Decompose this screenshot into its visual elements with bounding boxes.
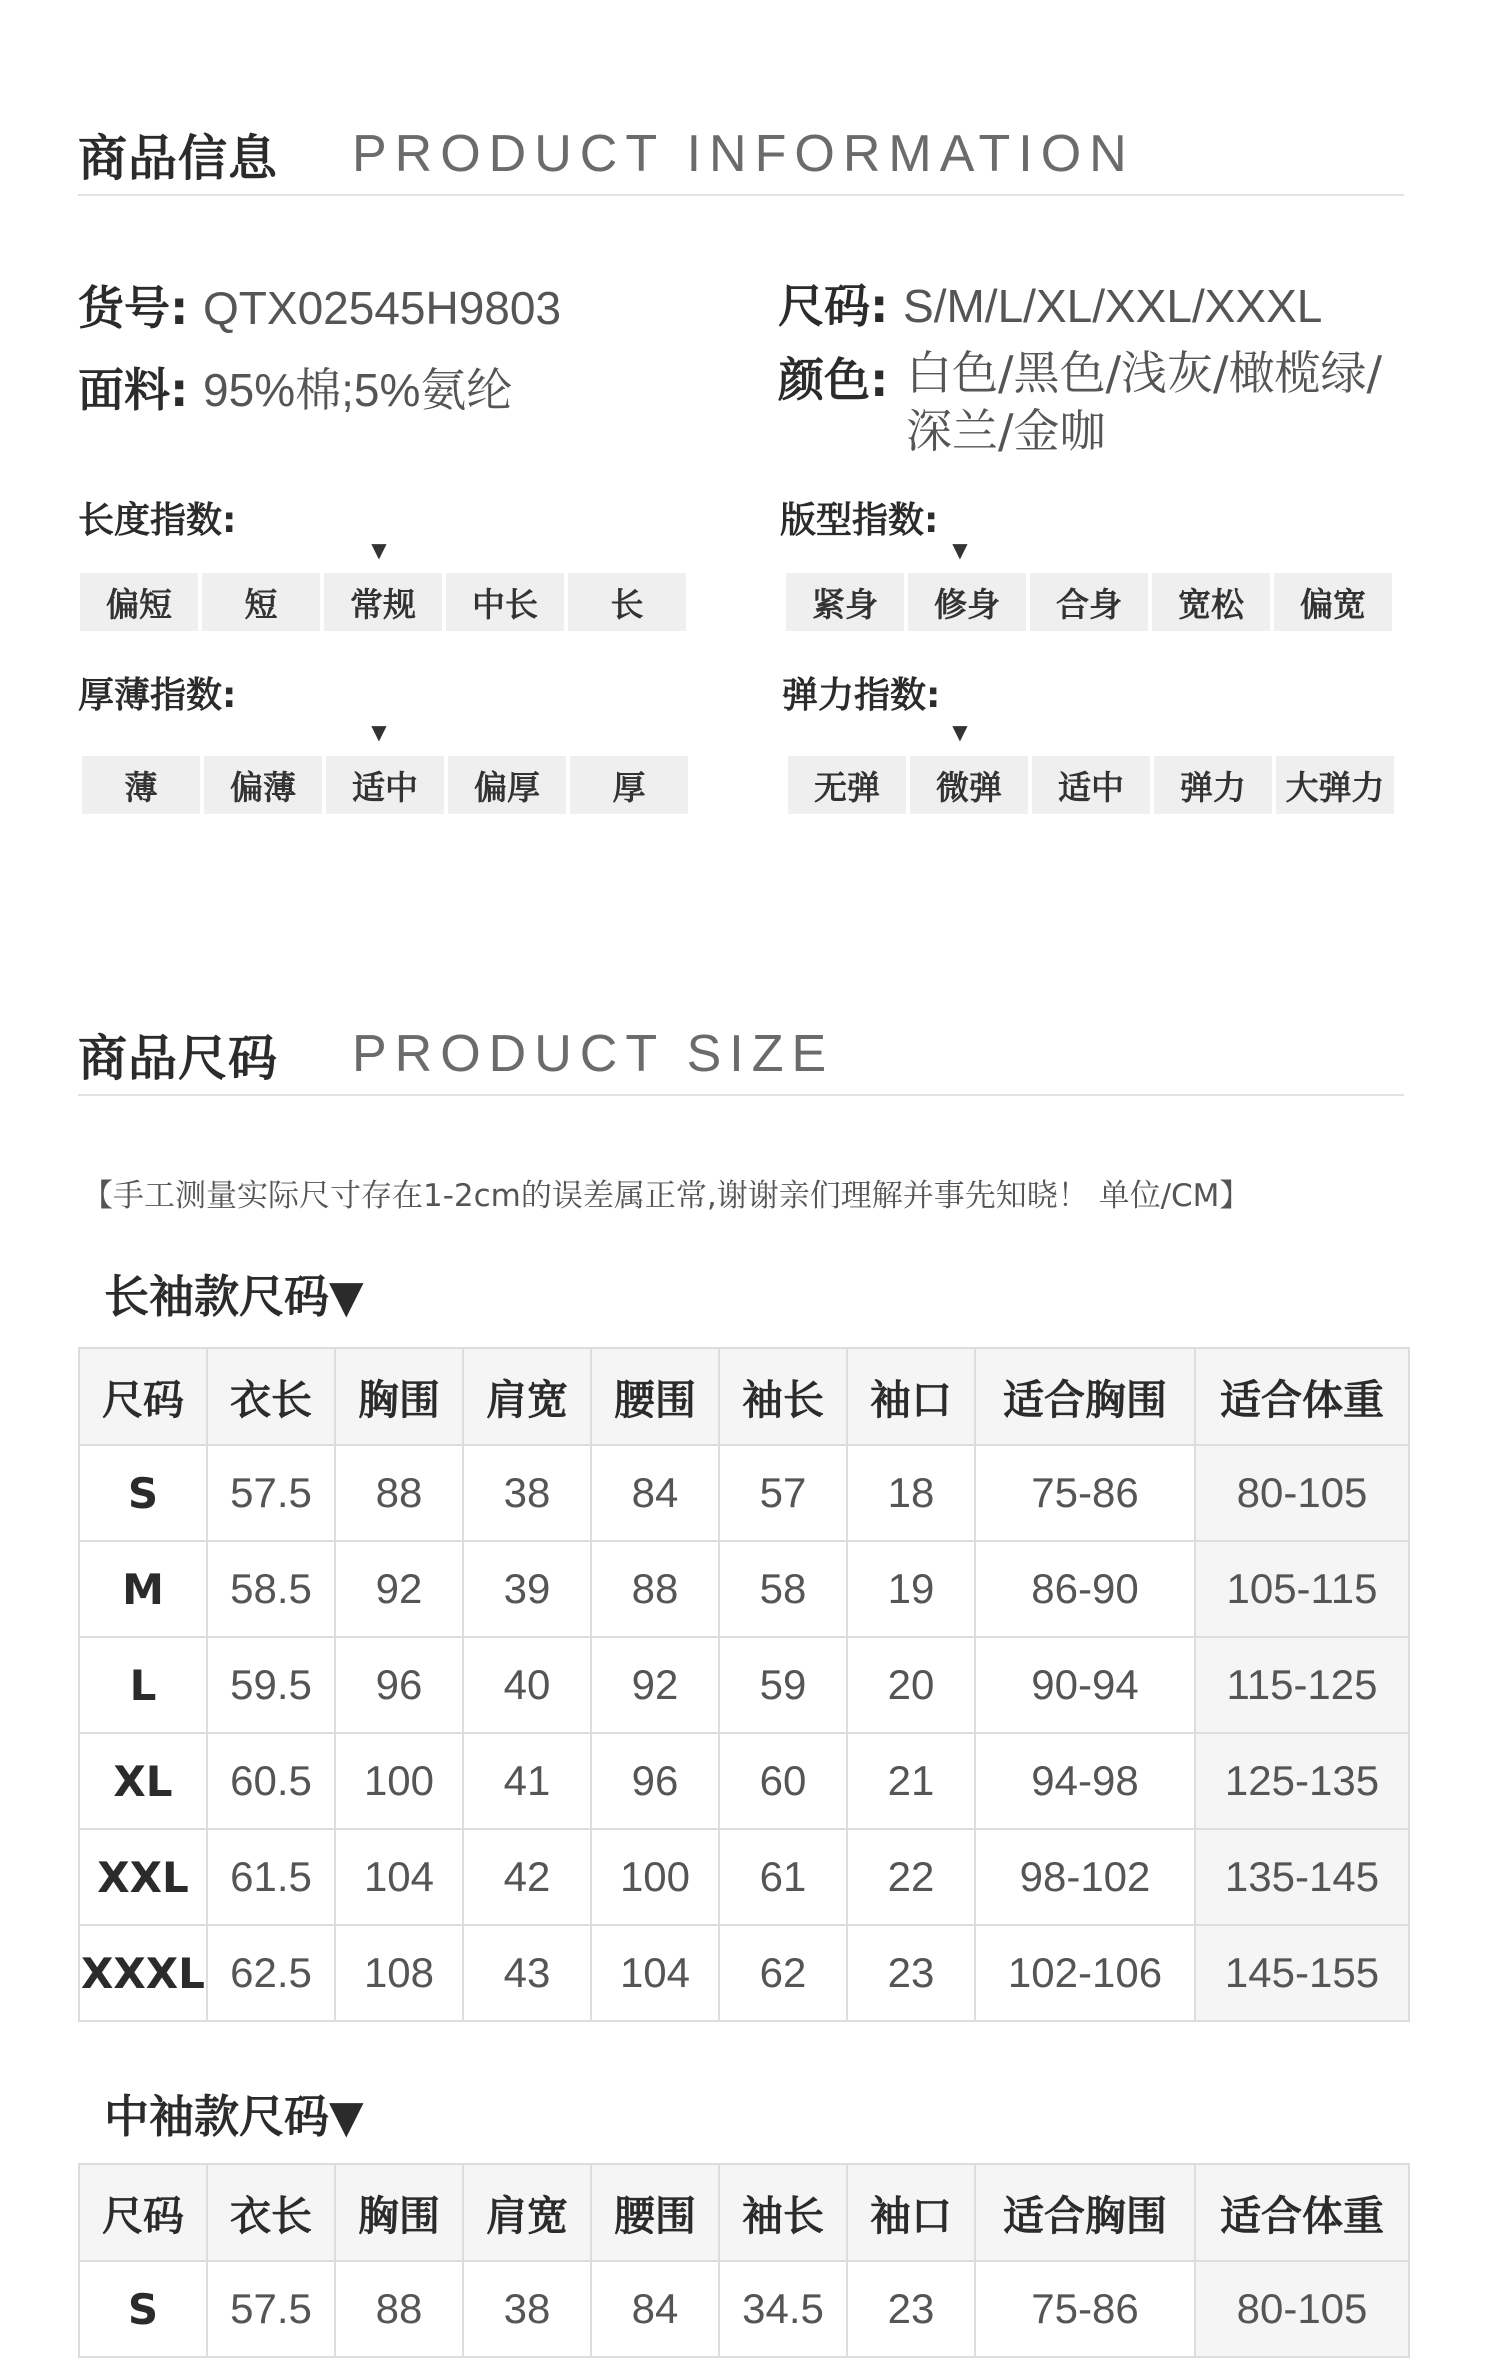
- table-cell: 60: [719, 1733, 847, 1829]
- table-cell: 42: [463, 1829, 591, 1925]
- size-cell: S: [79, 2261, 207, 2357]
- header-length: 衣长: [207, 2164, 335, 2261]
- table-row: [79, 1925, 1409, 2021]
- table-cell: 38: [463, 2261, 591, 2357]
- size-cell: XXXL: [79, 1925, 207, 2021]
- table-cell: 86-90: [975, 1541, 1195, 1637]
- header-chest: 胸围: [335, 2164, 463, 2261]
- color-value: [906, 344, 1382, 460]
- mid-sleeve-title: 中袖款尺码▼: [104, 2090, 364, 2143]
- elasticity-option: 无弹: [788, 756, 906, 814]
- long-sleeve-title: 长袖款尺码▼: [104, 1270, 364, 1323]
- table-cell: 57.5: [207, 2261, 335, 2357]
- header-sleeve-length: 袖长: [719, 1348, 847, 1445]
- size-row: [778, 270, 1322, 336]
- measurement-note: 【手工测量实际尺寸存在1-2cm的误差属正常,谢谢亲们理解并事先知晓！ 单位/CM】: [82, 1178, 1251, 1214]
- table-cell: 75-86: [975, 2261, 1195, 2357]
- size-section-divider: [78, 1094, 1404, 1096]
- table-cell: 84: [591, 1445, 719, 1541]
- thickness-index-scale: [82, 756, 688, 814]
- table-cell: 108: [335, 1925, 463, 2021]
- table-cell: 23: [847, 1925, 975, 2021]
- size-cell: S: [79, 1445, 207, 1541]
- table-cell: 39: [463, 1541, 591, 1637]
- table-cell: 92: [591, 1637, 719, 1733]
- table-cell: 145-155: [1195, 1925, 1409, 2021]
- table-cell: 75-86: [975, 1445, 1195, 1541]
- thickness-index-marker: ▼: [371, 720, 387, 744]
- length-index-scale: [80, 573, 686, 631]
- color-value-line-2: 深兰/金咖: [906, 404, 1106, 458]
- table-row: [79, 2261, 1409, 2357]
- table-header-row: [79, 1348, 1409, 1445]
- length-option: 偏短: [80, 573, 198, 631]
- table-cell: 22: [847, 1829, 975, 1925]
- elasticity-index-marker: ▼: [952, 720, 968, 744]
- header-cuff: 袖口: [847, 1348, 975, 1445]
- thickness-index-label: 厚薄指数:: [78, 675, 237, 716]
- size-cell: M: [79, 1541, 207, 1637]
- header-shoulder: 肩宽: [463, 2164, 591, 2261]
- fit-index-scale: [786, 573, 1392, 631]
- table-cell: 125-135: [1195, 1733, 1409, 1829]
- header-cuff: 袖口: [847, 2164, 975, 2261]
- color-row: [778, 344, 888, 410]
- table-row: [79, 1637, 1409, 1733]
- info-section-title: 商品信息: [78, 130, 279, 187]
- header-waist: 腰围: [591, 1348, 719, 1445]
- fit-option: 紧身: [786, 573, 904, 631]
- size-label: 尺码:: [778, 279, 889, 333]
- elasticity-option: 适中: [1032, 756, 1150, 814]
- fit-option-selected: 修身: [908, 573, 1026, 631]
- table-header-row: [79, 2164, 1409, 2261]
- table-cell: 38: [463, 1445, 591, 1541]
- table-cell: 58: [719, 1541, 847, 1637]
- table-cell: 88: [591, 1541, 719, 1637]
- thickness-option: 偏厚: [448, 756, 566, 814]
- table-row: [79, 1829, 1409, 1925]
- size-value: S/M/L/XL/XXL/XXXL: [903, 280, 1323, 332]
- item-number-value: QTX02545H9803: [203, 282, 562, 334]
- table-cell: 104: [335, 1829, 463, 1925]
- header-fit-chest: 适合胸围: [975, 2164, 1195, 2261]
- fit-index-label: 版型指数:: [780, 500, 939, 541]
- header-fit-weight: 适合体重: [1195, 2164, 1409, 2261]
- length-index-label: 长度指数:: [78, 500, 237, 541]
- color-label: 颜色:: [778, 353, 889, 407]
- header-length: 衣长: [207, 1348, 335, 1445]
- table-cell: 34.5: [719, 2261, 847, 2357]
- elasticity-index-scale: [788, 756, 1394, 814]
- elasticity-option: 大弹力: [1276, 756, 1394, 814]
- info-section-title-en: PRODUCT INFORMATION: [352, 125, 1135, 183]
- item-number-row: [78, 272, 561, 338]
- length-index-marker: ▼: [371, 538, 387, 562]
- elasticity-option: 弹力: [1154, 756, 1272, 814]
- table-cell: 41: [463, 1733, 591, 1829]
- table-cell: 61: [719, 1829, 847, 1925]
- table-cell: 115-125: [1195, 1637, 1409, 1733]
- color-value-line-1: 白色/黑色/浅灰/橄榄绿/: [906, 346, 1382, 400]
- table-cell: 105-115: [1195, 1541, 1409, 1637]
- table-cell: 23: [847, 2261, 975, 2357]
- table-cell: 61.5: [207, 1829, 335, 1925]
- size-section-title-en: PRODUCT SIZE: [352, 1025, 835, 1083]
- size-cell: XL: [79, 1733, 207, 1829]
- table-cell: 59: [719, 1637, 847, 1733]
- header-size: 尺码: [79, 1348, 207, 1445]
- table-cell: 92: [335, 1541, 463, 1637]
- table-cell: 135-145: [1195, 1829, 1409, 1925]
- table-cell: 58.5: [207, 1541, 335, 1637]
- info-section-divider: [78, 194, 1404, 196]
- table-row: [79, 1733, 1409, 1829]
- table-cell: 90-94: [975, 1637, 1195, 1733]
- header-fit-weight: 适合体重: [1195, 1348, 1409, 1445]
- table-cell: 88: [335, 2261, 463, 2357]
- size-cell: XXL: [79, 1829, 207, 1925]
- thickness-option-selected: 适中: [326, 756, 444, 814]
- table-cell: 100: [591, 1829, 719, 1925]
- table-cell: 43: [463, 1925, 591, 2021]
- fit-option: 宽松: [1152, 573, 1270, 631]
- table-cell: 20: [847, 1637, 975, 1733]
- elasticity-option-selected: 微弹: [910, 756, 1028, 814]
- header-shoulder: 肩宽: [463, 1348, 591, 1445]
- size-section-title: 商品尺码: [78, 1030, 279, 1087]
- length-option-selected: 常规: [324, 573, 442, 631]
- length-option: 短: [202, 573, 320, 631]
- table-cell: 98-102: [975, 1829, 1195, 1925]
- table-cell: 84: [591, 2261, 719, 2357]
- length-option: 长: [568, 573, 686, 631]
- fit-option: 偏宽: [1274, 573, 1392, 631]
- size-cell: L: [79, 1637, 207, 1733]
- table-cell: 80-105: [1195, 1445, 1409, 1541]
- table-cell: 62: [719, 1925, 847, 2021]
- table-cell: 18: [847, 1445, 975, 1541]
- elasticity-index-label: 弹力指数:: [782, 675, 941, 716]
- table-cell: 100: [335, 1733, 463, 1829]
- table-cell: 96: [591, 1733, 719, 1829]
- table-cell: 21: [847, 1733, 975, 1829]
- thickness-option: 薄: [82, 756, 200, 814]
- thickness-option: 厚: [570, 756, 688, 814]
- table-cell: 62.5: [207, 1925, 335, 2021]
- table-cell: 96: [335, 1637, 463, 1733]
- item-number-label: 货号:: [78, 281, 189, 335]
- header-size: 尺码: [79, 2164, 207, 2261]
- table-cell: 59.5: [207, 1637, 335, 1733]
- table-row: [79, 1541, 1409, 1637]
- thickness-option: 偏薄: [204, 756, 322, 814]
- table-cell: 102-106: [975, 1925, 1195, 2021]
- fit-index-marker: ▼: [952, 538, 968, 562]
- long-sleeve-size-table: [78, 1347, 1410, 2022]
- header-fit-chest: 适合胸围: [975, 1348, 1195, 1445]
- table-cell: 80-105: [1195, 2261, 1409, 2357]
- table-cell: 94-98: [975, 1733, 1195, 1829]
- table-cell: 57.5: [207, 1445, 335, 1541]
- table-cell: 60.5: [207, 1733, 335, 1829]
- table-cell: 19: [847, 1541, 975, 1637]
- length-option: 中长: [446, 573, 564, 631]
- table-row: [79, 1445, 1409, 1541]
- fabric-value: 95%棉;5%氨纶: [203, 364, 513, 416]
- mid-sleeve-size-table: [78, 2163, 1410, 2358]
- fabric-label: 面料:: [78, 363, 189, 417]
- table-cell: 88: [335, 1445, 463, 1541]
- fit-option: 合身: [1030, 573, 1148, 631]
- header-waist: 腰围: [591, 2164, 719, 2261]
- fabric-row: [78, 354, 512, 420]
- header-sleeve-length: 袖长: [719, 2164, 847, 2261]
- table-cell: 40: [463, 1637, 591, 1733]
- table-cell: 104: [591, 1925, 719, 2021]
- header-chest: 胸围: [335, 1348, 463, 1445]
- table-cell: 57: [719, 1445, 847, 1541]
